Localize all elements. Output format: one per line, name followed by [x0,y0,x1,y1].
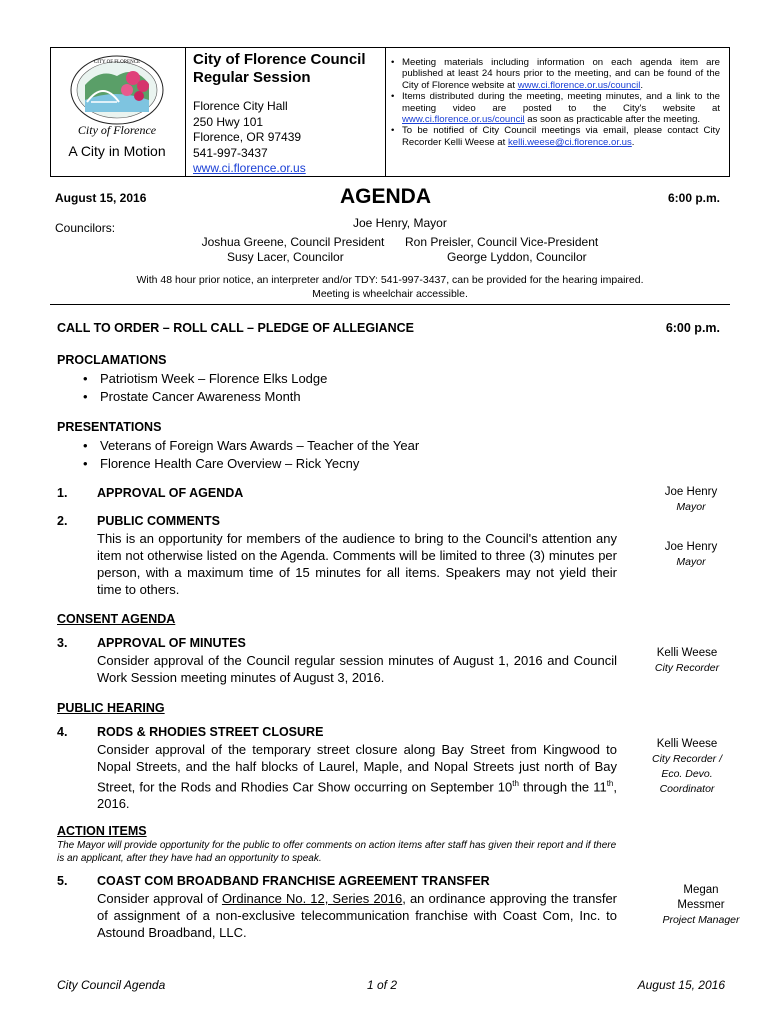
call-to-order-time: 6:00 p.m. [665,321,720,335]
item-number: 2. [57,514,68,528]
list-item: • Florence Health Care Overview – Rick Yecny [80,455,419,473]
council-page-link[interactable]: www.ci.florence.or.us/council [402,114,525,126]
accessibility-notice: With 48 hour prior notice, an interpreter and/or TDY: 541-997-3437, can be provided for the hearing impaired. Meeting is wheelchair accessible. [136,274,644,300]
divider-rule [50,304,730,305]
public-hearing-heading: PUBLIC HEARING [57,701,165,715]
action-items-heading: ACTION ITEMS [57,824,147,838]
ordinance-reference: Ordinance No. 12, Series 2016 [221,891,403,906]
item-description: This is an opportunity for members of the audience to bring to the Council's attention any item not otherwise listed on the Agenda. Comments will be limited to three (3) minutes per person, with a maximum time of 15 minutes for all items. Speakers may not yield their time to others. [97,531,617,597]
website-link[interactable]: www.ci.florence.or.us [193,161,306,175]
councilor: Joshua Greene, Council President [201,235,385,249]
meeting-time: 6:00 p.m. [667,191,720,205]
logo-city-script: City of Florence [77,123,157,137]
page-number: 1 of 2 [367,978,398,992]
list-item: • Prostate Cancer Awareness Month [80,388,327,406]
councilors-label: Councilors: [55,221,116,235]
councilors-left [193,235,393,265]
recorder-email-link[interactable]: kelli.weese@ci.florence.or.us [507,136,632,148]
city-state-zip: Florence, OR 97439 [193,130,302,144]
item-description: Consider approval of the Council regular session minutes of August 1, 2016 and Council Work Session meeting minutes of August 3, 2016. [97,653,617,685]
meeting-notes [390,57,720,148]
item-presenter: Kelli Weese City Recorder [654,647,720,674]
call-to-order: CALL TO ORDER – ROLL CALL – PLEDGE OF ALLEGIANCE [57,321,414,335]
logo-tagline: A City in Motion [68,143,166,159]
item-title: COAST COM BROADBAND FRANCHISE AGREEMENT TRANSFER [97,874,490,888]
item-presenter: Joe Henry Mayor [664,486,718,513]
council-title [193,51,383,87]
item-title: RODS & RHODIES STREET CLOSURE [97,725,324,739]
presentations-heading: PRESENTATIONS [57,420,162,434]
item-presenter: Kelli Weese City Recorder / Eco. Devo. Coordinator [651,738,723,795]
header-divider [185,47,186,177]
councilor: Susy Lacer, Councilor [227,250,344,264]
item-presenter: Joe Henry Mayor [664,541,718,568]
item-number: 1. [57,486,68,500]
mayor-name: Joe Henry, Mayor [353,216,447,230]
note-item: • Meeting materials including information on each agenda item are published at least 24 hours prior to the meeting, and can be found of the City of Florence website at www.ci.florence.or.us/council. [390,57,720,91]
city-hall-address [193,99,383,177]
councilor: George Lyddon, Councilor [447,250,587,264]
footer-date: August 15, 2016 [637,978,725,992]
agenda-heading: AGENDA [340,185,432,208]
note-item: • Items distributed during the meeting, meeting minutes, and a link to the meeting video are posted to the City's website at www.ci.florence.or.us/council as soon as practicable after the meeting. [390,91,720,125]
meeting-date: August 15, 2016 [55,191,147,205]
item-title: PUBLIC COMMENTS [97,514,220,528]
proclamations-list [80,370,327,405]
proclamations-heading: PROCLAMATIONS [57,353,167,367]
item-title: APPROVAL OF MINUTES [97,636,246,650]
item-number: 3. [57,636,68,650]
note-item: • To be notified of City Council meetings via email, please contact City Recorder Kelli Weese at kelli.weese@ci.florence.or.us. [390,125,720,148]
consent-agenda-heading: CONSENT AGENDA [57,612,176,626]
council-page-link[interactable]: www.ci.florence.or.us/council [517,79,641,91]
city-logo [55,50,180,170]
item-number: 5. [57,874,68,888]
venue: Florence City Hall [193,99,288,113]
footer-left: City Council Agenda [57,978,166,992]
logo-ring-text: CITY OF FLORENCE [93,60,141,65]
item-presenter: Megan Messmer Project Manager [662,884,740,926]
council-title-line2: Regular Session [193,69,311,86]
presentations-list [80,437,419,472]
list-item: • Veterans of Foreign Wars Awards – Teacher of the Year [80,437,419,455]
header-divider [385,47,386,177]
action-items-note: The Mayor will provide opportunity for the public to offer comments on action items after staff has given their report and if there is an applicant, after they have had an opportunity to speak. [57,840,617,864]
councilor: Ron Preisler, Council Vice-President [405,235,599,249]
item-title: APPROVAL OF AGENDA [97,486,244,500]
item-description: Consider approval of the temporary street closure along Bay Street from Kingwood to Nopal Streets, and the half blocks of Laurel, Maple, and Nopal Streets just north of Bay Street, for the Rods and Rhodies Car Show occurring on September 10th through the 11th, 2016. [97,742,617,812]
phone: 541-997-3437 [193,145,268,160]
councilors-right [405,235,625,265]
street: 250 Hwy 101 [193,114,264,129]
item-description: Consider approval of Ordinance No. 12, Series 2016, an ordinance approving the transfer of assignment of a non-exclusive telecommunication franchise with Coast Com, Inc. to Astound Broadband, LLC. [97,891,618,940]
item-number: 4. [57,725,68,739]
list-item: • Patriotism Week – Florence Elks Lodge [80,370,327,388]
council-title-line1: City of Florence Council [193,51,366,68]
